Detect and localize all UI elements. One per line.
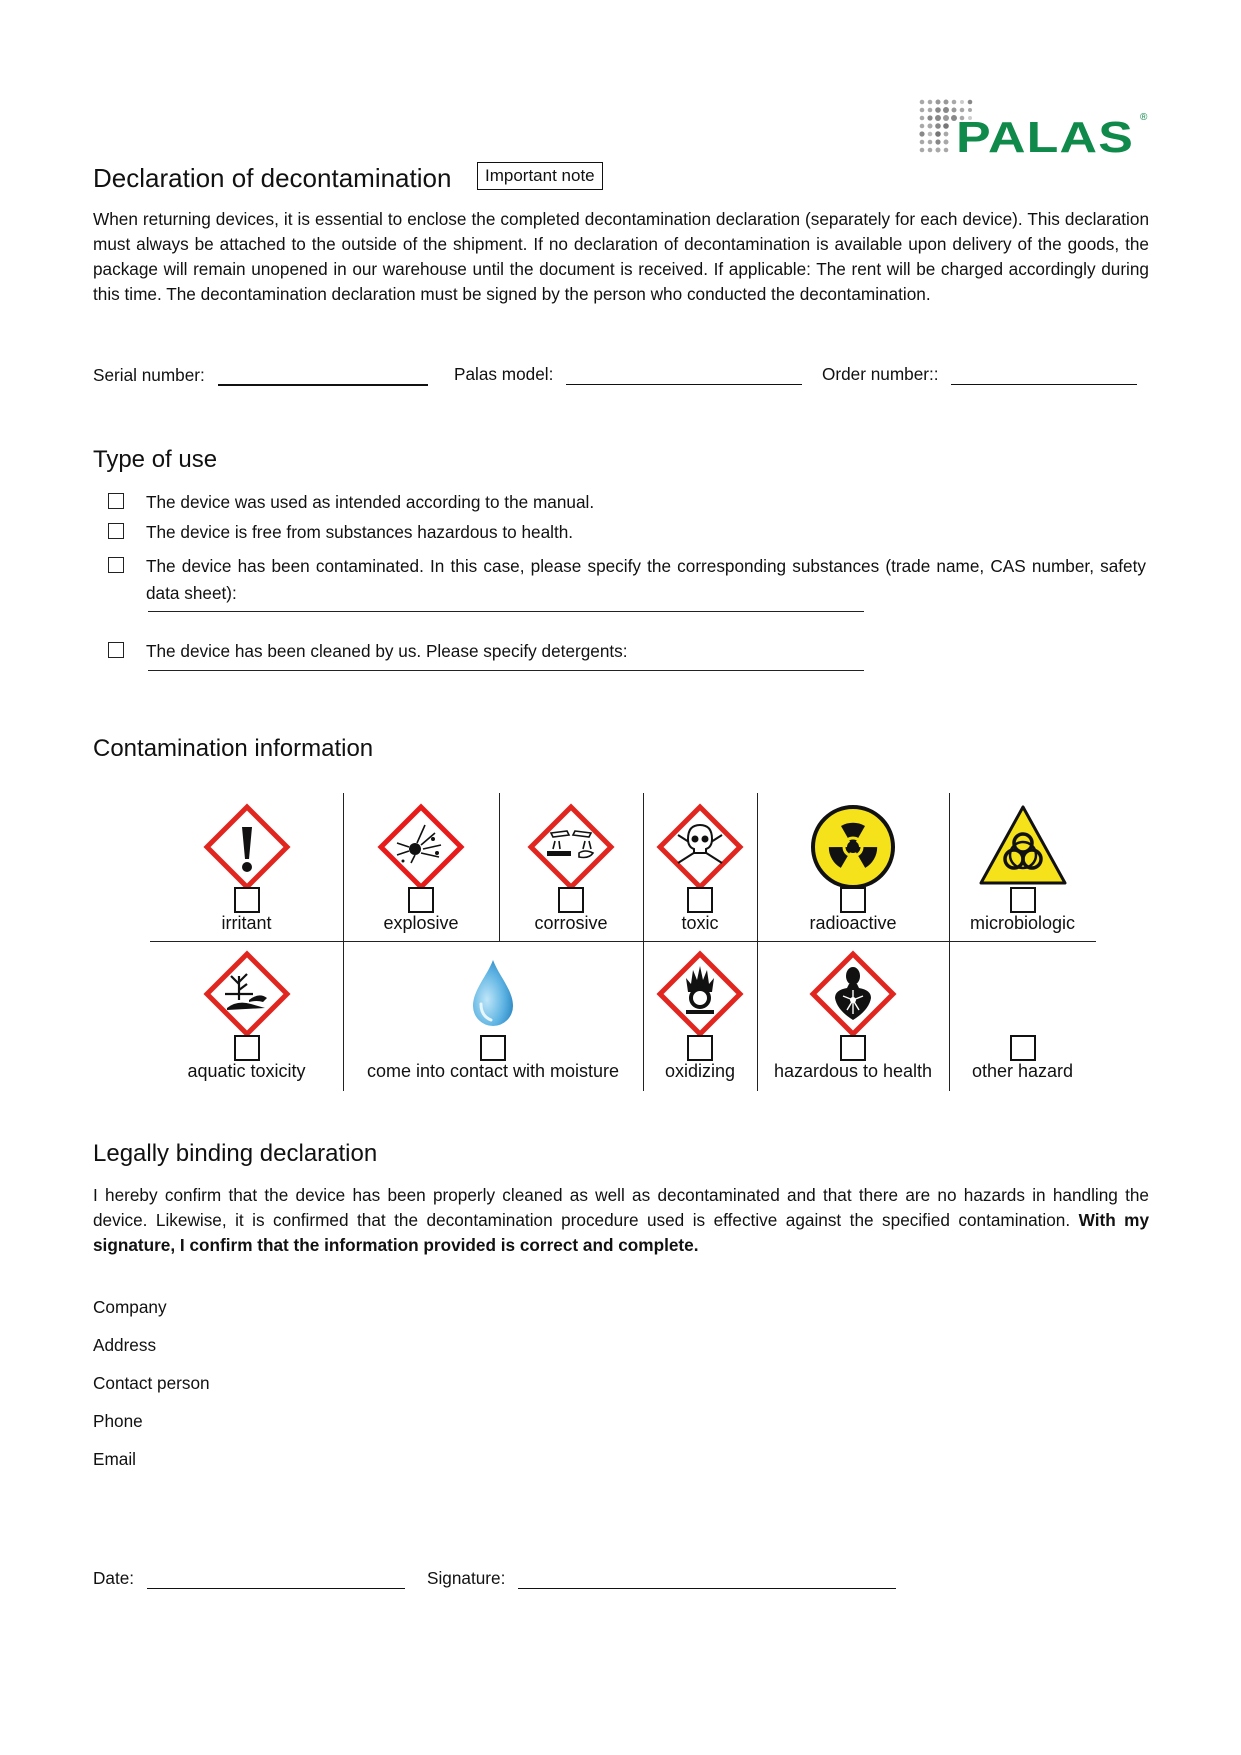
hazard-microbiologic[interactable] — [949, 793, 1096, 941]
type-of-use-heading: Type of use — [93, 446, 218, 473]
option-label: The device is free from substances hazardous to health. — [146, 522, 574, 542]
page-title: Declaration of decontamination — [93, 163, 452, 193]
checkbox[interactable] — [687, 1035, 713, 1061]
order-number-input[interactable] — [951, 364, 1137, 385]
hazard-health[interactable] — [757, 942, 949, 1091]
date-input[interactable] — [147, 1568, 405, 1589]
health-hazard-pictogram-icon — [809, 950, 897, 1038]
option-label: The device has been contaminated. In this case, please specify the corresponding substances (trade name, CAS number, safety data sheet): — [146, 556, 1146, 603]
email-label: Email — [93, 1449, 136, 1469]
hazard-irritant[interactable] — [150, 793, 343, 941]
logo-wordmark: PALAS — [956, 113, 1135, 162]
checkbox[interactable] — [108, 493, 124, 509]
serial-number-input[interactable] — [218, 364, 428, 386]
legal-bold-text: With my signature, I confirm that the information provided is correct and complete. — [93, 1210, 1150, 1255]
legal-paragraph — [93, 1183, 1149, 1258]
detergents-input[interactable] — [148, 670, 864, 671]
checkbox[interactable] — [840, 1035, 866, 1061]
hazard-label: aquatic toxicity — [187, 1061, 306, 1081]
contamination-heading: Contamination information — [93, 735, 374, 762]
hazard-corrosive[interactable] — [499, 793, 643, 941]
registered-mark: ® — [1140, 112, 1148, 123]
phone-label: Phone — [93, 1411, 143, 1431]
palas-model-input[interactable] — [566, 364, 802, 385]
hazard-radioactive[interactable] — [757, 793, 949, 941]
flame-over-circle-pictogram-icon — [656, 950, 744, 1038]
environment-pictogram-icon — [203, 950, 291, 1038]
signature-input[interactable] — [518, 1568, 896, 1589]
device-id-fields — [93, 364, 1153, 394]
signature-label: Signature: — [427, 1568, 506, 1588]
biohazard-icon — [977, 803, 1069, 887]
option-label: The device was used as intended according to the manual. — [146, 492, 595, 512]
signature-field — [427, 1568, 896, 1589]
checkbox[interactable] — [108, 642, 124, 658]
hazard-label: radioactive — [809, 913, 897, 933]
palas-logo — [918, 96, 1148, 162]
hazard-label: other hazard — [971, 1061, 1074, 1081]
exploding-bomb-pictogram-icon — [377, 803, 465, 891]
hazard-toxic[interactable] — [643, 793, 757, 941]
palas-model-field — [454, 364, 802, 385]
checkbox[interactable] — [234, 1035, 260, 1061]
checkbox[interactable] — [108, 523, 124, 539]
hazard-label: toxic — [681, 913, 719, 933]
hazard-table — [150, 793, 1096, 1091]
legal-text: I hereby confirm that the device has been properly cleaned as well as decontaminated and that there are no hazards in handling the device. Likewise, it is confirmed that the decontamination procedure used is effective against the specified contamination. — [93, 1185, 1149, 1230]
important-note-badge: Important note — [477, 162, 603, 190]
checkbox[interactable] — [408, 887, 434, 913]
company-label: Company — [93, 1297, 167, 1317]
date-label: Date: — [93, 1568, 135, 1588]
checkbox[interactable] — [234, 887, 260, 913]
legal-heading: Legally binding declaration — [93, 1140, 378, 1167]
hazard-label: come into contact with moisture — [366, 1061, 620, 1081]
address-label: Address — [93, 1335, 157, 1355]
water-drop-icon — [469, 958, 517, 1028]
exclamation-pictogram-icon — [203, 803, 291, 891]
checkbox[interactable] — [1010, 1035, 1036, 1061]
checkbox[interactable] — [840, 887, 866, 913]
checkbox[interactable] — [558, 887, 584, 913]
hazard-label: oxidizing — [664, 1061, 736, 1081]
hazard-label: corrosive — [534, 913, 608, 933]
date-field — [93, 1568, 405, 1589]
option-label: The device has been cleaned by us. Please specify detergents: — [146, 641, 628, 661]
hazard-label: irritant — [221, 913, 272, 933]
order-number-label: Order number:: — [822, 364, 939, 384]
corrosion-pictogram-icon — [527, 803, 615, 891]
contaminants-input[interactable] — [148, 611, 864, 612]
hazard-label: hazardous to health — [773, 1061, 933, 1081]
hazard-aquatic-toxicity[interactable] — [150, 942, 343, 1091]
signoff-row — [93, 1568, 993, 1598]
checkbox[interactable] — [108, 557, 124, 573]
palas-model-label: Palas model: — [454, 364, 554, 384]
checkbox[interactable] — [687, 887, 713, 913]
hazard-explosive[interactable] — [343, 793, 499, 941]
hazard-label: explosive — [383, 913, 459, 933]
skull-crossbones-pictogram-icon — [656, 803, 744, 891]
intro-paragraph: When returning devices, it is essential to enclose the completed decontamination declaration (separately for each device). This declaration must always be attached to the outside of the shipment. If no declaration of decontamination is available upon delivery of the goods, the package will remain unopened in our warehouse until the document is received. If applicable: The rent will be charged accordingly during this time. The decontamination declaration must be signed by the person who conducted the decontamination. — [93, 209, 1149, 304]
checkbox[interactable] — [480, 1035, 506, 1061]
order-number-field — [822, 364, 1137, 385]
serial-number-field — [93, 364, 428, 386]
contact-person-label: Contact person — [93, 1373, 210, 1393]
hazard-moisture-contact[interactable] — [343, 942, 643, 1091]
hazard-oxidizing[interactable] — [643, 942, 757, 1091]
serial-number-label: Serial number: — [93, 365, 205, 385]
radiation-trefoil-icon — [809, 803, 897, 891]
hazard-other[interactable] — [949, 942, 1096, 1091]
hazard-label: microbiologic — [969, 913, 1076, 933]
checkbox[interactable] — [1010, 887, 1036, 913]
